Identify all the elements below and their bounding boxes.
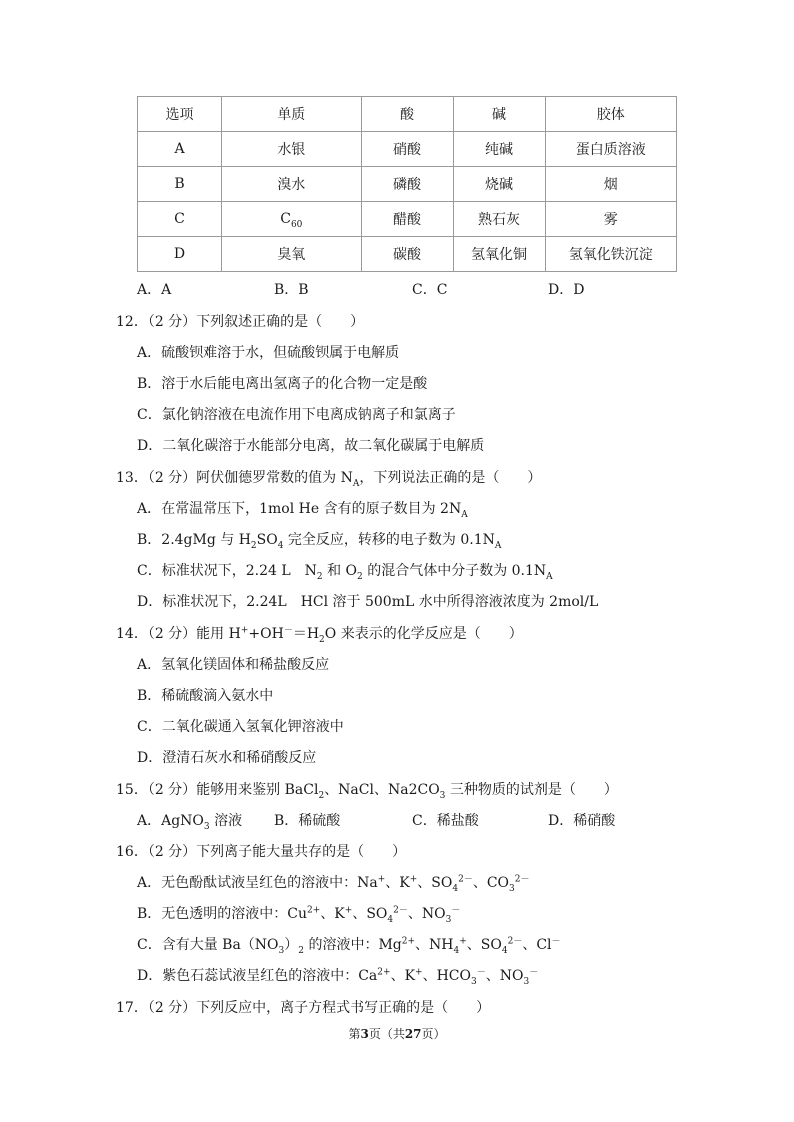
table-cell: 磷酸 [361,167,453,202]
table-cell: 水银 [222,132,361,167]
footer-total-pages: 27 [404,1027,422,1041]
q11-choice-a: A．A [137,282,172,298]
table-cell: A [138,132,222,167]
table-row [138,132,677,167]
table-header-row [138,97,677,132]
table-cell: 溴水 [222,167,361,202]
question-15-stem: 15．（2 分）能够用来鉴别 BaCl$_2$、NaCl、$Na2CO_3$ 三种物质的试剂是（ ） [116,782,618,801]
question-12-stem: 12．（2 分）下列叙述正确的是（ ） [116,314,365,330]
question-13-stem: 13．（2 分）阿伏伽德罗常数的值为 $N_A$，下列说法正确的是（ ） [116,470,542,489]
table-header-cell: 单质 [222,97,361,132]
q15-choice-d: D．稀硝酸 [548,813,616,829]
table-header-cell: 酸 [361,97,453,132]
q12-option-b: B．溶于水后能电离出氢离子的化合物一定是酸 [137,376,428,392]
q11-choice-b: B．B [274,282,309,298]
footer-prefix: 第 [348,1027,361,1041]
q12-option-a: A．硫酸钡难溶于水，但硫酸钡属于电解质 [137,345,400,361]
footer-page-number: 3 [360,1027,369,1041]
table-cell: $C_{60}$ [222,202,361,237]
q15-choice-c: C．稀盐酸 [412,813,479,829]
q12-option-c: C．氯化钠溶液在电流作用下电离成钠离子和氯离子 [137,407,456,423]
table-cell: C [138,202,222,237]
q11-choice-c: C．C [412,282,448,298]
q13-option-d: D．标准状况下，2.24L HCl 溶于 500mL 水中所得溶液浓度为 2mol/L [137,594,599,610]
table-cell: 碳酸 [361,237,453,272]
q14-option-c: C．二氧化碳通入氢氧化钾溶液中 [137,719,344,735]
table-row [138,237,677,272]
footer-mid: 页（共 [368,1027,405,1041]
question-17-stem: 17．（2 分）下列反应中，离子方程式书写正确的是（ ） [116,1000,491,1016]
q13-option-a: A．在常温常压下，1mol He 含有的原子数目为 $2N_A$ [137,501,468,520]
q15-choice-b: B．稀硫酸 [274,813,341,829]
question-16-stem: 16．（2 分）下列离子能大量共存的是（ ） [116,844,407,860]
table-cell: 氢氧化铜 [453,237,545,272]
q14-option-a: A．氢氧化镁固体和稀盐酸反应 [137,657,330,673]
footer-suffix: 页） [421,1027,446,1041]
q11-choice-d: D．D [548,282,585,298]
q14-option-d: D．澄清石灰水和稀硝酸反应 [137,750,317,766]
table-cell: 纯碱 [453,132,545,167]
table-row [138,202,677,237]
table-cell: D [138,237,222,272]
table-cell: 雾 [545,202,676,237]
table-cell: 蛋白质溶液 [545,132,676,167]
q14-option-b: B．稀硫酸滴入氨水中 [137,688,274,704]
table-cell: 醋酸 [361,202,453,237]
table-cell: B [138,167,222,202]
page-footer [0,1025,794,1042]
table-cell: 硝酸 [361,132,453,167]
table-cell: 氢氧化铁沉淀 [545,237,676,272]
classification-table [137,96,677,272]
q16-option-c: C．含有大量 $Ba(NO_3)_2$ 的溶液中：$Mg^{2+}$、$NH_4^+$、$SO_4^{2-}$、Cl－ [137,936,561,956]
q12-option-d: D．二氧化碳溶于水能部分电离，故二氧化碳属于电解质 [137,438,485,454]
question-14-stem: 14．（2 分）能用 $H^++OH^-=H_2O$ 来表示的化学反应是（ ） [116,625,523,645]
q16-option-d: D．紫色石蕊试液呈红色的溶液中：$Ca^{2+}$、K+、$HCO_3^-$、$NO_3^-$ [137,967,539,987]
table-cell: 臭氧 [222,237,361,272]
table-header-cell: 胶体 [545,97,676,132]
table-cell: 烟 [545,167,676,202]
table-cell: 熟石灰 [453,202,545,237]
table-row [138,167,677,202]
q15-choice-a: A．AgNO$_3$ 溶液 [137,813,243,832]
table-header-cell: 碱 [453,97,545,132]
table-cell: 烧碱 [453,167,545,202]
q13-option-b: B．2.4gMg 与 $H_2SO_4$ 完全反应，转移的电子数为 $0.1N_A$ [137,532,502,551]
q16-option-b: B．无色透明的溶液中：$Cu^{2+}$、K+、$SO_4^{2-}$、$NO_3^-$ [137,905,461,925]
q13-option-c: C．标准状况下，2.24 L $N_2$ 和 $O_2$ 的混合气体中分子数为 $0.1N_A$ [137,563,553,582]
q16-option-a: A．无色酚酞试液呈红色的溶液中：Na+、K+、$SO_4^{2-}$、$CO_3^{2-}$ [137,874,530,894]
table-header-cell: 选项 [138,97,222,132]
